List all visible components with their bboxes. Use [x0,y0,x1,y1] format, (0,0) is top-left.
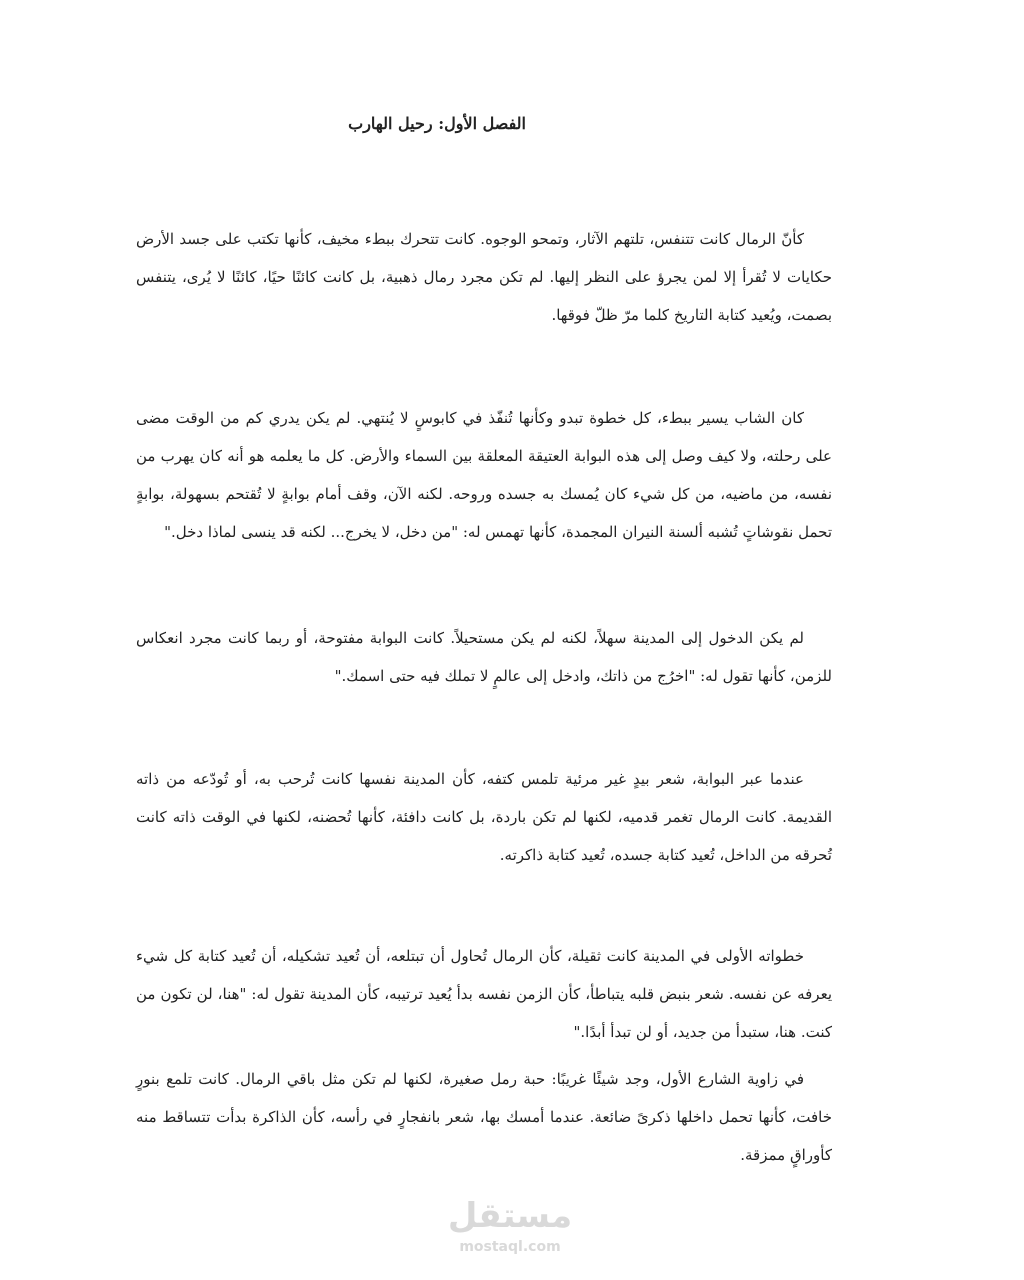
paragraph [136,220,832,334]
paragraph-text: في زاوية الشارع الأول، وجد شيئًا غريبًا: حبة رمل صغيرة، لكنها لم تكن مثل باقي الرمال. كانت تلمع بنورٍ خافت، كأنها تحمل داخلها ذكرىً ضائعة. عندما أمسك بها، شعر بانفجارٍ في رأسه، كأن الذاكرة بدأت تتساقط منه كأوراقٍ ممزقة. [136,1070,833,1164]
paragraph-text: كأنّ الرمال كانت تتنفس، تلتهم الآثار، وتمحو الوجوه. كانت تتحرك ببطء مخيف، كأنها تكتب على جسد الأرض حكايات لا تُقرأ إلا لمن يجرؤ على النظر إليها. لم تكن مجرد رمال ذهبية، بل كانت كائنًا حيًا، كائنًا لا يُرى، يتنفس بصمت، ويُعيد كتابة التاريخ كلما مرّ ظلّ فوقها. [136,230,832,324]
paragraph [136,399,832,551]
watermark-logo: مستقل [447,1196,573,1236]
chapter-title: الفصل الأول: رحيل الهارب [348,114,526,133]
paragraph [136,619,832,695]
paragraph [136,937,832,1051]
watermark [440,1196,580,1276]
paragraph-text: خطواته الأولى في المدينة كانت ثقيلة، كأن الرمال تُحاول أن تبتلعه، أن تُعيد تشكيله، أن تُعيد كتابة كل شيء يعرفه عن نفسه. شعر بنبض قلبه يتباطأ، كأن الزمن نفسه بدأ يُعيد ترتيبه، كأن المدينة تقول له: "هنا، لن تكون من كنت. هنا، ستبدأ من جديد، أو لن تبدأ أبدًا." [136,947,832,1041]
paragraph-text: لم يكن الدخول إلى المدينة سهلاً، لكنه لم يكن مستحيلاً. كانت البوابة مفتوحة، أو ربما كانت مجرد انعكاس للزمن، كأنها تقول له: "اخرُج من ذاتك، وادخل إلى عالمٍ لا تملك فيه حتى اسمك." [136,629,832,685]
paragraph-text: عندما عبر البوابة، شعر بيدٍ غير مرئية تلمس كتفه، كأن المدينة نفسها كانت تُرحب به، أو تُودّعه من ذاته القديمة. كانت الرمال تغمر قدميه، لكنها لم تكن باردة، بل كانت دافئة، كأنها تُحضنه، لكنها في الوقت ذاته كانت تُحرقه من الداخل، تُعيد كتابة جسده، تُعيد كتابة ذاكرته. [136,770,832,864]
watermark-url: mostaql.com [459,1239,561,1255]
paragraph [136,760,832,874]
paragraph [136,1060,832,1174]
paragraph-text: كان الشاب يسير ببطء، كل خطوة تبدو وكأنها تُنفّذ في كابوسٍ لا يُنتهي. لم يكن يدري كم من الوقت مضى على رحلته، ولا كيف وصل إلى هذه البوابة العتيقة المعلقة بين السماء والأرض. كل ما يعلمه هو أنه كان يهرب من نفسه، من ماضيه، من كل شيء كان يُمسك به جسده وروحه. لكنه الآن، وقف أمام بوابةٍ لا تُقتحم بسهولة، بوابةٍ تحمل نقوشاتٍ تُشبه ألسنة النيران المجمدة، كأنها تهمس له: "من دخل، لا يخرج... لكنه قد ينسى لماذا دخل." [136,409,832,541]
